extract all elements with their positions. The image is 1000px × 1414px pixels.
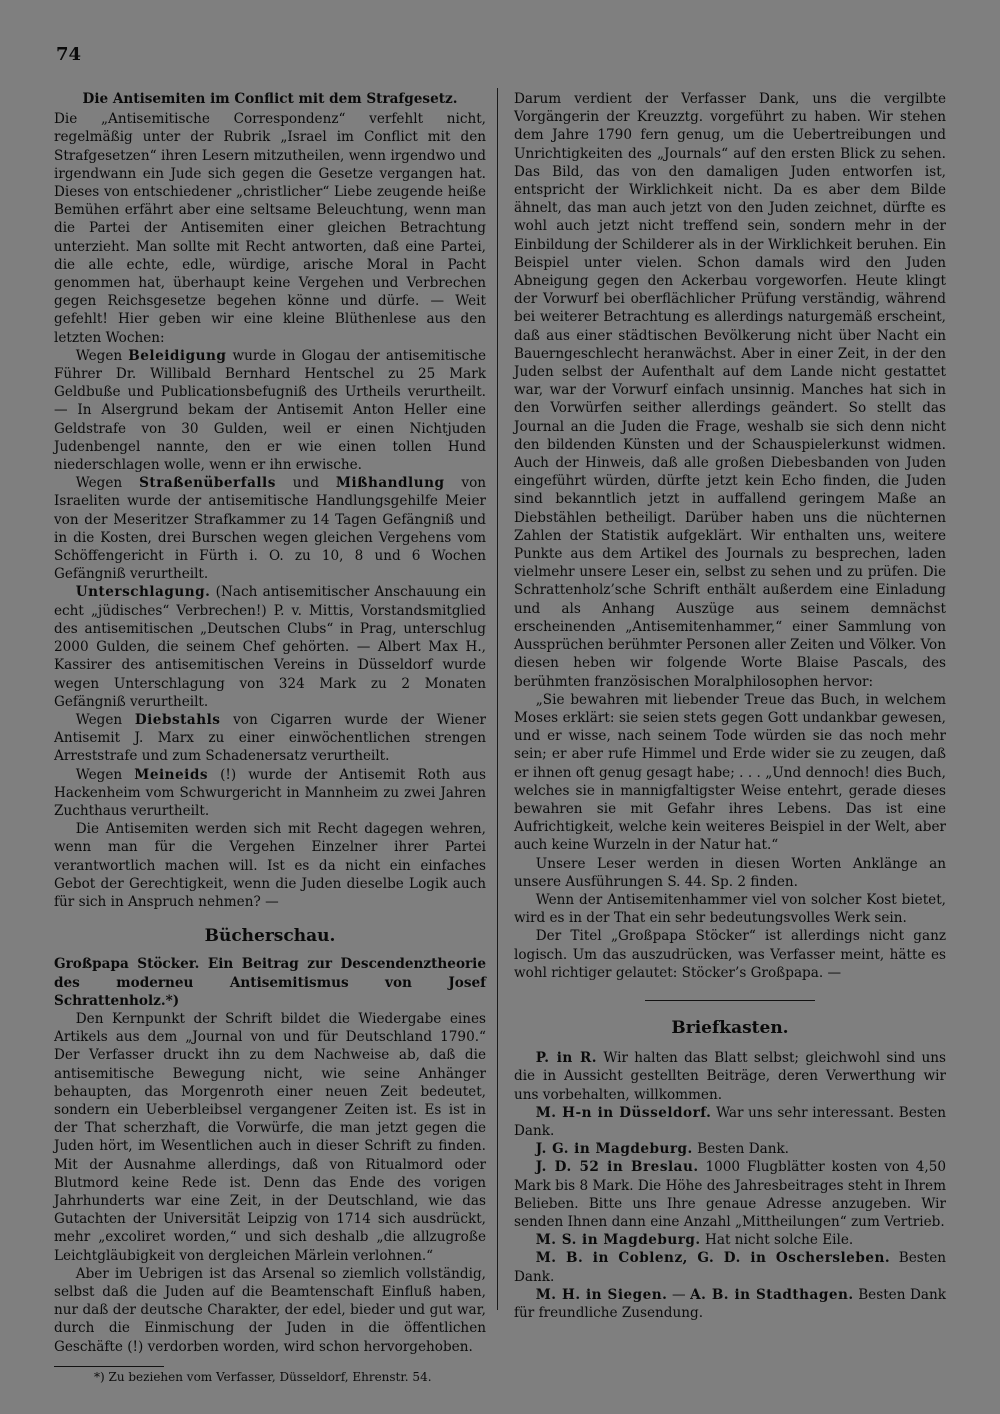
footnote-rule (54, 1366, 164, 1367)
mailbox-entry: J. G. in Magdeburg. Besten Dank. (535, 1141, 790, 1158)
section-title-briefkasten: Briefkasten. (671, 1017, 789, 1038)
keyword: Meineids (134, 766, 208, 783)
right-column (514, 90, 946, 1322)
paragraph-beleidigung: Wegen Beleidigung wurde in Glogau der antisemitische Führer Dr. Willibald Bernhard Hentschel zu 25 Mark Geldbuße und Publicationsbefugniß des Urtheils verurtheilt. — In Alsergrund bekam der Antisemit Anton Heller eine Geldstrafe von 30 Gulden, weil er einen Nichtjuden Judenbengel nannte, den er wie einen tollen Hund niederschlagen wolle, wenn er ihn erwische. (54, 347, 486, 474)
review-continuation: Darum verdient der Verfasser Dank, uns die vergilbte Vorgängerin der Kreuzztg. vorgeführt zu haben. Wir stehen dem Jahre 1790 fern genug, um die Uebertreibungen und Unrichtigkeiten des „Journals“ auf den ersten Blick zu sehen. Das Bild, das von den damaligen Juden entworfen ist, entspricht der Wirklichkeit nicht. Da es aber dem Bilde ähnelt, das man auch jetzt von den Juden zeichnet, dürfte es wohl auch jetzt nicht treffend sein, sondern mehr in der Einbildung der Schilderer als in der Wirklichkeit beruhen. Ein Beispiel unter vielen. Schon damals wird den Juden Abneigung gegen den Ackerbau vorgeworfen. Heute klingt der Vorwurf bei oberflächlicher Prüfung verständig, während bei weiterer Betrachtung es allerdings naturgemäß erscheint, daß aus einer städtischen Bevölkerung nicht über Nacht ein Bauerngeschlecht heranwächst. Aber in einer Zeit, in der den Juden selbst der Aufenthalt auf dem Lande nicht gestattet war, war der Vorwurf einfach unsinnig. Manches hat sich in den Vorwürfen seither allerdings geändert. So stellt das Journal an die Juden die Frage, weshalb sie sich denn nicht den bildenden Künsten und der Schauspielerkunst widmen. Auch der Hinweis, daß alle großen Diebesbanden von Juden eingeführt würden, dürfte jetzt kein Echo finden, die Juden sind bekanntlich jetzt in auffallend geringem Maße an Diebstählen betheiligt. Darüber haben uns die nüchternen Zahlen der Statistik aufgeklärt. Wir enthalten uns, weitere Punkte aus dem Artikel des Journals zu besprechen, laden vielmehr unsere Leser ein, selbst zu sehen und zu prüfen. Die Schrattenholz’sche Schrift enthält außerdem eine Einladung und als Anhang Auszüge aus seinem demnächst erscheinenden „Antisemitenhammer,“ einer Sammlung von Aussprüchen berühmter Personen aller Zeiten und Völker. Von diesen heben wir folgende Worte Blaise Pascals, des berühmten französischen Moralphilosophen hervor: (514, 91, 946, 690)
left-column (54, 90, 486, 1385)
book-title: Großpapa Stöcker. Ein Beitrag zur Descendenztheorie des moderneu Antisemitismus von Josef Schrattenholz.*) (54, 956, 486, 1009)
paragraph-unterschlagung: Unterschlagung. (Nach antisemitischer Anschauung ein echt „jüdisches“ Verbrechen!) P. v. Mittis, Vorstandsmitglied des antisemitischen „Deutschen Clubs“ in Prag, unterschlug 2000 Gulden, die seinem Chef gehörten. — Albert Max H., Kassirer des antisemitischen Vereins in Düsseldorf wurde wegen Unterschlagung von 324 Mark zu 2 Monaten Gefängniß verurtheilt. (54, 584, 486, 710)
footnote: *) Zu beziehen vom Verfasser, Düsseldorf, Ehrenstr. 54. (94, 1369, 432, 1384)
section-title-buecherschau: Bücherschau. (204, 926, 336, 947)
paragraph-diebstahl: Wegen Diebstahls von Cigarren wurde der Wiener Antisemit J. Marx zu einer einwöchentlichen strengen Arreststrafe und zum Schadenersatz verurtheilt. (54, 711, 487, 765)
mailbox-entry: M. B. in Coblenz, G. D. in Oschersleben. Besten Dank. (514, 1250, 946, 1285)
addressee: J. G. in Magdeburg. (535, 1141, 693, 1158)
addressee: J. D. 52 in Breslau. (535, 1159, 699, 1176)
mailbox-entry: M. S. in Magdeburg. Hat nicht solche Eile. (535, 1232, 854, 1249)
mailbox-entry: M. H-n in Düsseldorf. War uns sehr interessant. Besten Dank. (514, 1104, 947, 1139)
addressee: M. H. in Siegen. (535, 1286, 668, 1303)
addressee: P. in R. (535, 1050, 598, 1067)
keyword: Unterschlagung. (75, 584, 211, 601)
addressee: A. B. in Stadthagen. (690, 1286, 854, 1303)
keyword: Straßenüberfalls (139, 475, 276, 492)
addressee: M. B. in Coblenz, G. D. in Oschersleben. (535, 1250, 891, 1267)
page-number: 74 (56, 44, 82, 65)
paragraph-meineid: Wegen Meineids (!) wurde der Antisemit Roth aus Hackenheim vom Schwurgericht in Mannheim zu zwei Jahren Zuchthaus verurtheilt. (54, 766, 487, 819)
quote-text: „Sie bewahren mit liebender Treue das Buch, in welchem Moses erklärt: sie seien stets gegen Gott undankbar gewesen, und er wisse, nach seinem Tode würden sie das noch mehr sein; er aber rufe Himmel und Erde wider sie zu zeugen, daß er ihnen oft genug gesagt habe; . . . „Und dennoch! dies Buch, welches sie in mannigfaltigster Weise entehrt, gerade dieses bewahren sie mit Gefahr ihres Lebens. Das ist eine Aufrichtigkeit, welche kein weiteres Beispiel in der Welt, aber auch keine Wurzeln in der Natur hat.“ (514, 691, 946, 854)
article-heading: Die Antisemiten im Conflict mit dem Strafgesetz. (82, 91, 458, 107)
mailbox-entry: P. in R. Wir halten das Blatt selbst; gleichwohl sind uns die in Aussicht gestellten Beiträge, deren Verwerthung wir uns vorbehalten, willkommen. (514, 1050, 946, 1103)
review-paragraph-5: Der Titel „Großpapa Stöcker“ ist allerdings nicht ganz logisch. Um das auszudrücken, was Verfasser meint, hätte es wohl richtiger gelautet: Stöcker’s Großpapa. — (514, 928, 946, 981)
keyword: Mißhandlung (335, 475, 445, 492)
review-paragraph-4: Wenn der Antisemitenhammer viel von solcher Kost bietet, wird es in der That ein sehr bedeutungsvolles Werk sein. (514, 891, 946, 927)
column-divider (497, 88, 498, 1310)
paragraph-strassenueberfall: Wegen Straßenüberfalls und Mißhandlung von Israeliten wurde der antisemitische Handlungsgehilfe Meier von der Meseritzer Strafkammer zu 14 Tagen Gefängniß und in die Kosten, drei Burschen wegen gleichen Vergehens vom Schöffengericht in Fürth i. O. zu 10, 8 und 6 Wochen Gefängniß verurtheilt. (54, 475, 487, 583)
mailbox-entry: M. H. in Siegen. — A. B. in Stadthagen. Besten Dank für freundliche Zusendung. (514, 1286, 946, 1321)
keyword: Beleidigung (128, 347, 227, 364)
article-intro: Die „Antisemitische Correspondenz“ verfehlt nicht, regelmäßig unter der Rubrik „Israel im Conflict mit den Strafgesetzen“ ihren Lesern mitzutheilen, wenn irgendwo und irgendwann ein Jude sich gegen die Gesetze vergangen hat. Dieses von entschiedener „christlicher“ Liebe zeugende heiße Bemühen erfährt aber eine seltsame Beleuchtung, wenn man die Partei der Antisemiten einer gleichen Betrachtung unterzieht. Man sollte mit Recht antworten, daß eine Partei, die alle echte, edle, würdige, arische Moral in Pacht genommen hat, überhaupt keine Vergehen und Verbrechen gegen Reichsgesetze begehen könne und dürfe. — Weit gefehlt! Hier geben wir eine kleine Blüthenlese aus den letzten Wochen: (54, 111, 486, 346)
section-rule (645, 1000, 815, 1001)
review-paragraph-1: Den Kernpunkt der Schrift bildet die Wiedergabe eines Artikels aus dem „Journal von und für Deutschland 1790.“ Der Verfasser druckt ihn zu dem Nachweise ab, daß die antisemitische Bewegung nicht, wie seine Anhänger behaupten, das Morgenroth einer neuen Zeit bedeutet, sondern ein Ueberbleibsel vergangener Zeiten ist. Es ist in der That scherzhaft, die Vorwürfe, die man jetzt gegen die Juden hört, im Wesentlichen auch in dieser Schrift zu finden. Mit der Ausnahme allerdings, daß von Ritualmord oder Blutmord keine Rede ist. Denn das Ende des vorigen Jahrhunderts war eine Zeit, in der Deutschland, wie das Gutachten der Universität Leipzig von 1714 sich ausdrückt, mehr „excoliret worden,“ und sich deshalb „die allzugroße Leichtgläubigkeit von dergleichen Märlein verlohnen.“ (54, 1010, 486, 1264)
mailbox-entry: J. D. 52 in Breslau. 1000 Flugblätter kosten von 4,50 Mark bis 8 Mark. Die Höhe des Jahresbeitrages steht in Ihrem Belieben. Bitte uns Ihre genaue Adresse anzugeben. Wir senden Ihnen dann eine Anzahl „Mittheilungen“ zum Vertrieb. (514, 1159, 946, 1230)
paragraph-conclusion: Die Antisemiten werden sich mit Recht dagegen wehren, wenn man für die Vergehen Einzelner ihrer Partei verantwortlich machen will. Ist es da nicht ein einfaches Gebot der Gerechtigkeit, wenn die Juden dieselbe Logik auch für sich in Anspruch nehmen? — (54, 821, 486, 910)
pascal-quote (514, 691, 946, 855)
addressee: M. H-n in Düsseldorf. (535, 1104, 712, 1121)
review-paragraph-3: Unsere Leser werden in diesen Worten Anklänge an unsere Ausführungen S. 44. Sp. 2 finden. (514, 855, 946, 890)
review-paragraph-2: Aber im Uebrigen ist das Arsenal so ziemlich vollständig, selbst daß die Juden auf die Beamtenschaft Einfluß haben, nur daß der deutsche Charakter, der edel, bieder und gut war, durch die Einmischung der Juden in die öffentlichen Geschäfte (!) verdorben worden, wird schon hervorgehoben. (54, 1265, 486, 1355)
keyword: Diebstahls (134, 711, 221, 728)
addressee: M. S. in Magdeburg. (535, 1232, 701, 1249)
